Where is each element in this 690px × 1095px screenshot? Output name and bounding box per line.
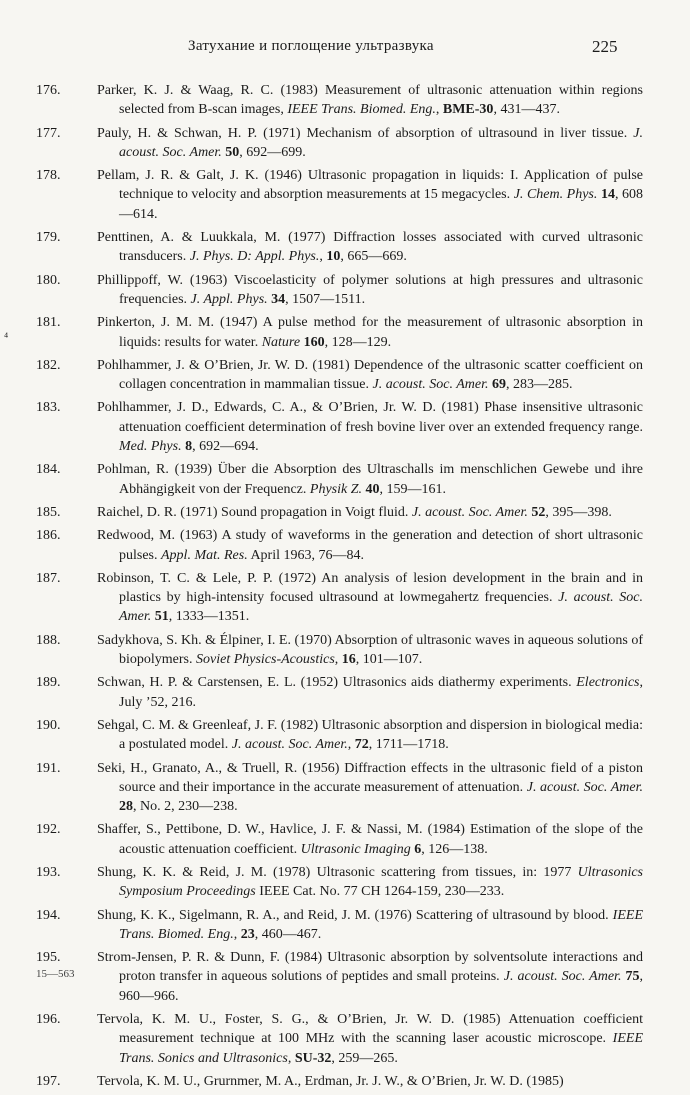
reference-fragment: Pauly, H. & Schwan, H. P. (1971) Mechanism of absorption of ultrasound in liver tissue. [97,125,634,141]
reference-item [0,759,690,817]
reference-number: 181. [36,315,61,331]
reference-text [97,1010,643,1068]
reference-number: 192. [36,822,61,838]
reference-item [0,948,690,1006]
reference-fragment: , 431—437. [493,102,560,118]
reference-volume: 52 [531,504,546,520]
reference-journal: Physik Z. [309,481,362,497]
reference-item [0,673,690,712]
reference-text [97,503,643,522]
reference-number: 191. [36,760,61,776]
reference-number: 197. [36,1073,61,1089]
reference-fragment: , 665—669. [340,249,407,265]
reference-fragment: Parker, K. J. & Waag, R. C. (1983) Measurement of ultrasonic attenuation within regions selected from B-scan images, [97,83,643,118]
reference-number: 185. [36,504,61,520]
reference-journal: J. Chem. Phys. [513,187,598,203]
reference-text [97,228,643,267]
reference-text [97,313,643,352]
reference-number: 182. [36,357,61,373]
reference-item [0,503,690,522]
reference-volume: 160 [303,334,325,350]
reference-journal: J. Appl. Phys. [190,291,268,307]
reference-fragment: Tervola, K. M. U., Grurnmer, M. A., Erdman, Jr. J. W., & O’Brien, Jr. W. D. (1985) [97,1073,564,1089]
reference-fragment: Sadykhova, S. Kh. & Élpiner, I. E. (1970) Absorption of ultrasonic waves in aqueous solutions of biopolymers. [97,632,643,668]
reference-volume: 14 [600,187,615,203]
reference-fragment: , 1507—1511. [285,291,366,307]
reference-volume: 50 [225,144,240,160]
reference-fragment: , 1333—1351. [168,609,250,625]
reference-fragment: , [334,652,342,668]
reference-item [0,271,690,310]
reference-text [97,356,643,395]
reference-item [0,863,690,902]
reference-fragment: Seki, H., Granato, A., & Truell, R. (1956) Diffraction effects in the ultrasonic field of a piston source and their importance in the accurate measurement of attenuation. [97,760,643,795]
reference-fragment: , 960—966. [119,969,644,1004]
reference-volume: 6 [414,841,422,857]
reference-item [0,398,690,456]
reference-number: 186. [36,528,61,544]
reference-volume: BME-30 [442,102,494,118]
reference-journal: IEEE Trans. Biomed. Eng. [119,907,643,942]
reference-number: 184. [36,462,61,478]
reference-fragment: Phillippoff, W. (1963) Viscoelasticity of polymer solutions at high pressures and ultrasonic frequencies. [97,272,643,307]
reference-number: 179. [36,230,61,246]
reference-text [97,398,643,456]
reference-fragment: Redwood, M. (1963) A study of waveforms in the generation and detection of short ultrasonic pulses. [97,528,643,563]
reference-volume: 72 [354,737,369,753]
reference-journal: J. acoust. Soc. Amer. [411,504,528,520]
reference-text [97,631,643,670]
reference-journal: Ultrasonic Imaging [300,841,411,857]
reference-text [97,124,643,163]
reference-fragment: , 692—699. [239,144,306,160]
reference-fragment: , 126—138. [421,841,488,857]
reference-journal: IEEE Trans. Sonics and Ultrasonics [119,1031,643,1066]
reference-fragment: Sehgal, C. M. & Greenleaf, J. F. (1982) Ultrasonic absorption and dispersion in biological media: a postulated model. [97,717,643,753]
reference-fragment: , July ’52, 216. [119,675,643,710]
reference-fragment: Robinson, T. C. & Lele, P. P. (1972) An analysis of lesion development in the brain and in plastics by high-intensity focused ultrasound at lowmegahertz frequencies. [97,570,643,606]
reference-item [0,820,690,859]
reference-fragment: Tervola, K. M. U., Foster, S. G., & O’Brien, Jr. W. D. (1985) Attenuation coefficient measurement technique at 100 MHz with the scanning laser acoustic microscope. [97,1012,643,1047]
reference-fragment: , [435,102,443,118]
reference-fragment: , 283—285. [505,377,573,393]
reference-journal: J. acoust. Soc. Amer. [119,590,644,625]
reference-fragment: Pellam, J. R. & Galt, J. K. (1946) Ultrasonic propagation in liquids: I. Application of pulse technique to velocity and absorption measurements at 15 megacycles. [97,168,643,203]
margin-mark: ⁴ [4,330,9,344]
reference-fragment: , 128—129. [324,334,392,350]
reference-number: 195. [36,950,61,966]
reference-number: 180. [36,272,61,288]
reference-fragment: Pinkerton, J. M. M. (1947) A pulse method for the measurement of ultrasonic absorption in liquids: results for water. [97,315,643,350]
reference-fragment: , 395—398. [545,504,612,520]
reference-journal: Electronics [576,675,640,691]
reference-number: 178. [36,168,61,184]
reference-text [97,460,643,499]
reference-fragment: Penttinen, A. & Luukkala, M. (1977) Diffraction losses associated with curved ultrasonic transducers. [97,230,643,265]
reference-fragment: , 460—467. [254,926,322,942]
reference-text [97,569,643,627]
reference-item [0,631,690,670]
reference-fragment: Shung, K. K., Sigelmann, R. A., and Reid, J. M. (1976) Scattering of ultrasound by blood. [97,907,613,923]
reference-item [0,906,690,945]
reference-journal: J. acoust. Soc. Amer. [372,377,489,393]
reference-fragment: , [347,737,355,753]
reference-text [97,526,643,565]
reference-journal: J. acoust. Soc. Amer. [231,737,348,753]
reference-fragment: Raichel, D. R. (1971) Sound propagation in Voigt fluid. [97,504,412,520]
reference-journal: J. acoust. Soc. Amer. [503,969,622,985]
reference-journal: J. Phys. D: Appl. Phys. [189,249,320,265]
reference-fragment: April 1963, 76—84. [247,547,364,563]
reference-fragment: , 101—107. [355,652,423,668]
reference-item [0,356,690,395]
reference-journal: Ultrasonics Symposium Proceedings [119,864,643,900]
reference-text [97,166,643,224]
reference-item [0,313,690,352]
reference-item [0,716,690,755]
reference-fragment: Pohlman, R. (1939) Über die Absorption des Ultraschalls im menschlichen Gewebe und ihre Abhängigkeit von der Frequencz. [97,462,643,497]
reference-number: 190. [36,717,61,733]
reference-text [97,271,643,310]
reference-fragment: Strom-Jensen, P. R. & Dunn, F. (1984) Ultrasonic absorption by solventsolute interactions and proton transfer in aqueous solutions of peptides and small proteins. [97,950,643,985]
reference-item [0,166,690,224]
reference-text [97,1072,643,1091]
reference-item [0,1072,690,1091]
running-header-title: Затухание и поглощение ультразвука [188,38,434,54]
reference-volume: 51 [154,609,169,625]
reference-number: 193. [36,864,61,880]
reference-number: 187. [36,570,61,586]
reference-fragment: Pohlhammer, J. D., Edwards, C. A., & O’Brien, Jr. W. D. (1981) Phase insensitive ultrasonic attenuation coefficient determination of fresh bovine liver over an extended frequency range. [97,400,643,435]
reference-item [0,569,690,627]
reference-fragment: , 1711—1718. [368,737,449,753]
reference-journal: Soviet Physics-Acoustics [196,652,335,668]
reference-fragment: Pohlhammer, J. & O’Brien, Jr. W. D. (1981) Dependence of the ultrasonic scatter coefficient on collagen concentration in mammalian tissue. [97,357,643,393]
reference-volume: 16 [341,652,356,668]
reference-journal: Nature [261,334,301,350]
reference-fragment: , [287,1050,295,1066]
reference-volume: SU-32 [294,1050,332,1066]
reference-fragment: IEEE Cat. No. 77 CH 1264-159, 230—233. [255,884,505,900]
page-number: 225 [592,37,618,56]
reference-number: 176. [36,83,61,98]
reference-journal: IEEE Trans. Biomed. Eng. [287,102,436,118]
reference-number: 188. [36,632,61,648]
reference-text [97,716,643,755]
reference-fragment: Schwan, H. P. & Carstensen, E. L. (1952) Ultrasonics aids diathermy experiments. [97,675,577,691]
reference-number: 183. [36,400,61,416]
reference-volume: 34 [271,291,286,307]
reference-item [0,460,690,499]
reference-text [97,673,643,712]
reference-number: 194. [36,907,61,923]
reference-fragment: Shung, K. K. & Reid, J. M. (1978) Ultrasonic scattering from tissues, in: 1977 [97,864,578,880]
reference-fragment: , [319,249,327,265]
reference-fragment: Shaffer, S., Pettibone, D. W., Havlice, J. F. & Nassi, M. (1984) Estimation of the slope of the acoustic attenuation coefficient. [97,822,643,857]
reference-volume: 28 [119,799,133,815]
reference-fragment: , 608—614. [119,187,644,222]
reference-item [0,124,690,163]
reference-list [0,81,690,1095]
reference-text [97,863,643,902]
reference-journal: J. acoust. Soc. Amer. [119,125,643,160]
reference-journal: Med. Phys. [119,439,182,455]
reference-volume: 10 [326,249,341,265]
reference-volume: 75 [625,969,640,985]
reference-volume: 40 [365,481,380,497]
reference-item [0,81,690,120]
reference-fragment: , 259—265. [331,1050,398,1066]
reference-fragment: , [233,926,241,942]
reference-text [97,81,643,120]
printer-signature: 15—563 [36,968,75,980]
reference-number: 189. [36,675,61,691]
reference-number: 177. [36,125,61,141]
reference-volume: 69 [491,377,506,393]
reference-journal: Appl. Mat. Res. [161,547,248,563]
reference-item [0,1010,690,1068]
reference-text [97,759,643,817]
reference-journal: J. acoust. Soc. Amer. [526,779,643,795]
reference-volume: 8 [185,439,193,455]
reference-fragment: , 159—161. [379,481,446,497]
reference-volume: 23 [240,926,255,942]
reference-number: 196. [36,1012,61,1028]
reference-text [97,948,643,1006]
reference-fragment: , No. 2, 230—238. [133,799,238,815]
reference-text [97,820,643,859]
reference-item [0,228,690,267]
reference-fragment: , 692—694. [192,439,259,455]
reference-text [97,906,643,945]
reference-item [0,526,690,565]
